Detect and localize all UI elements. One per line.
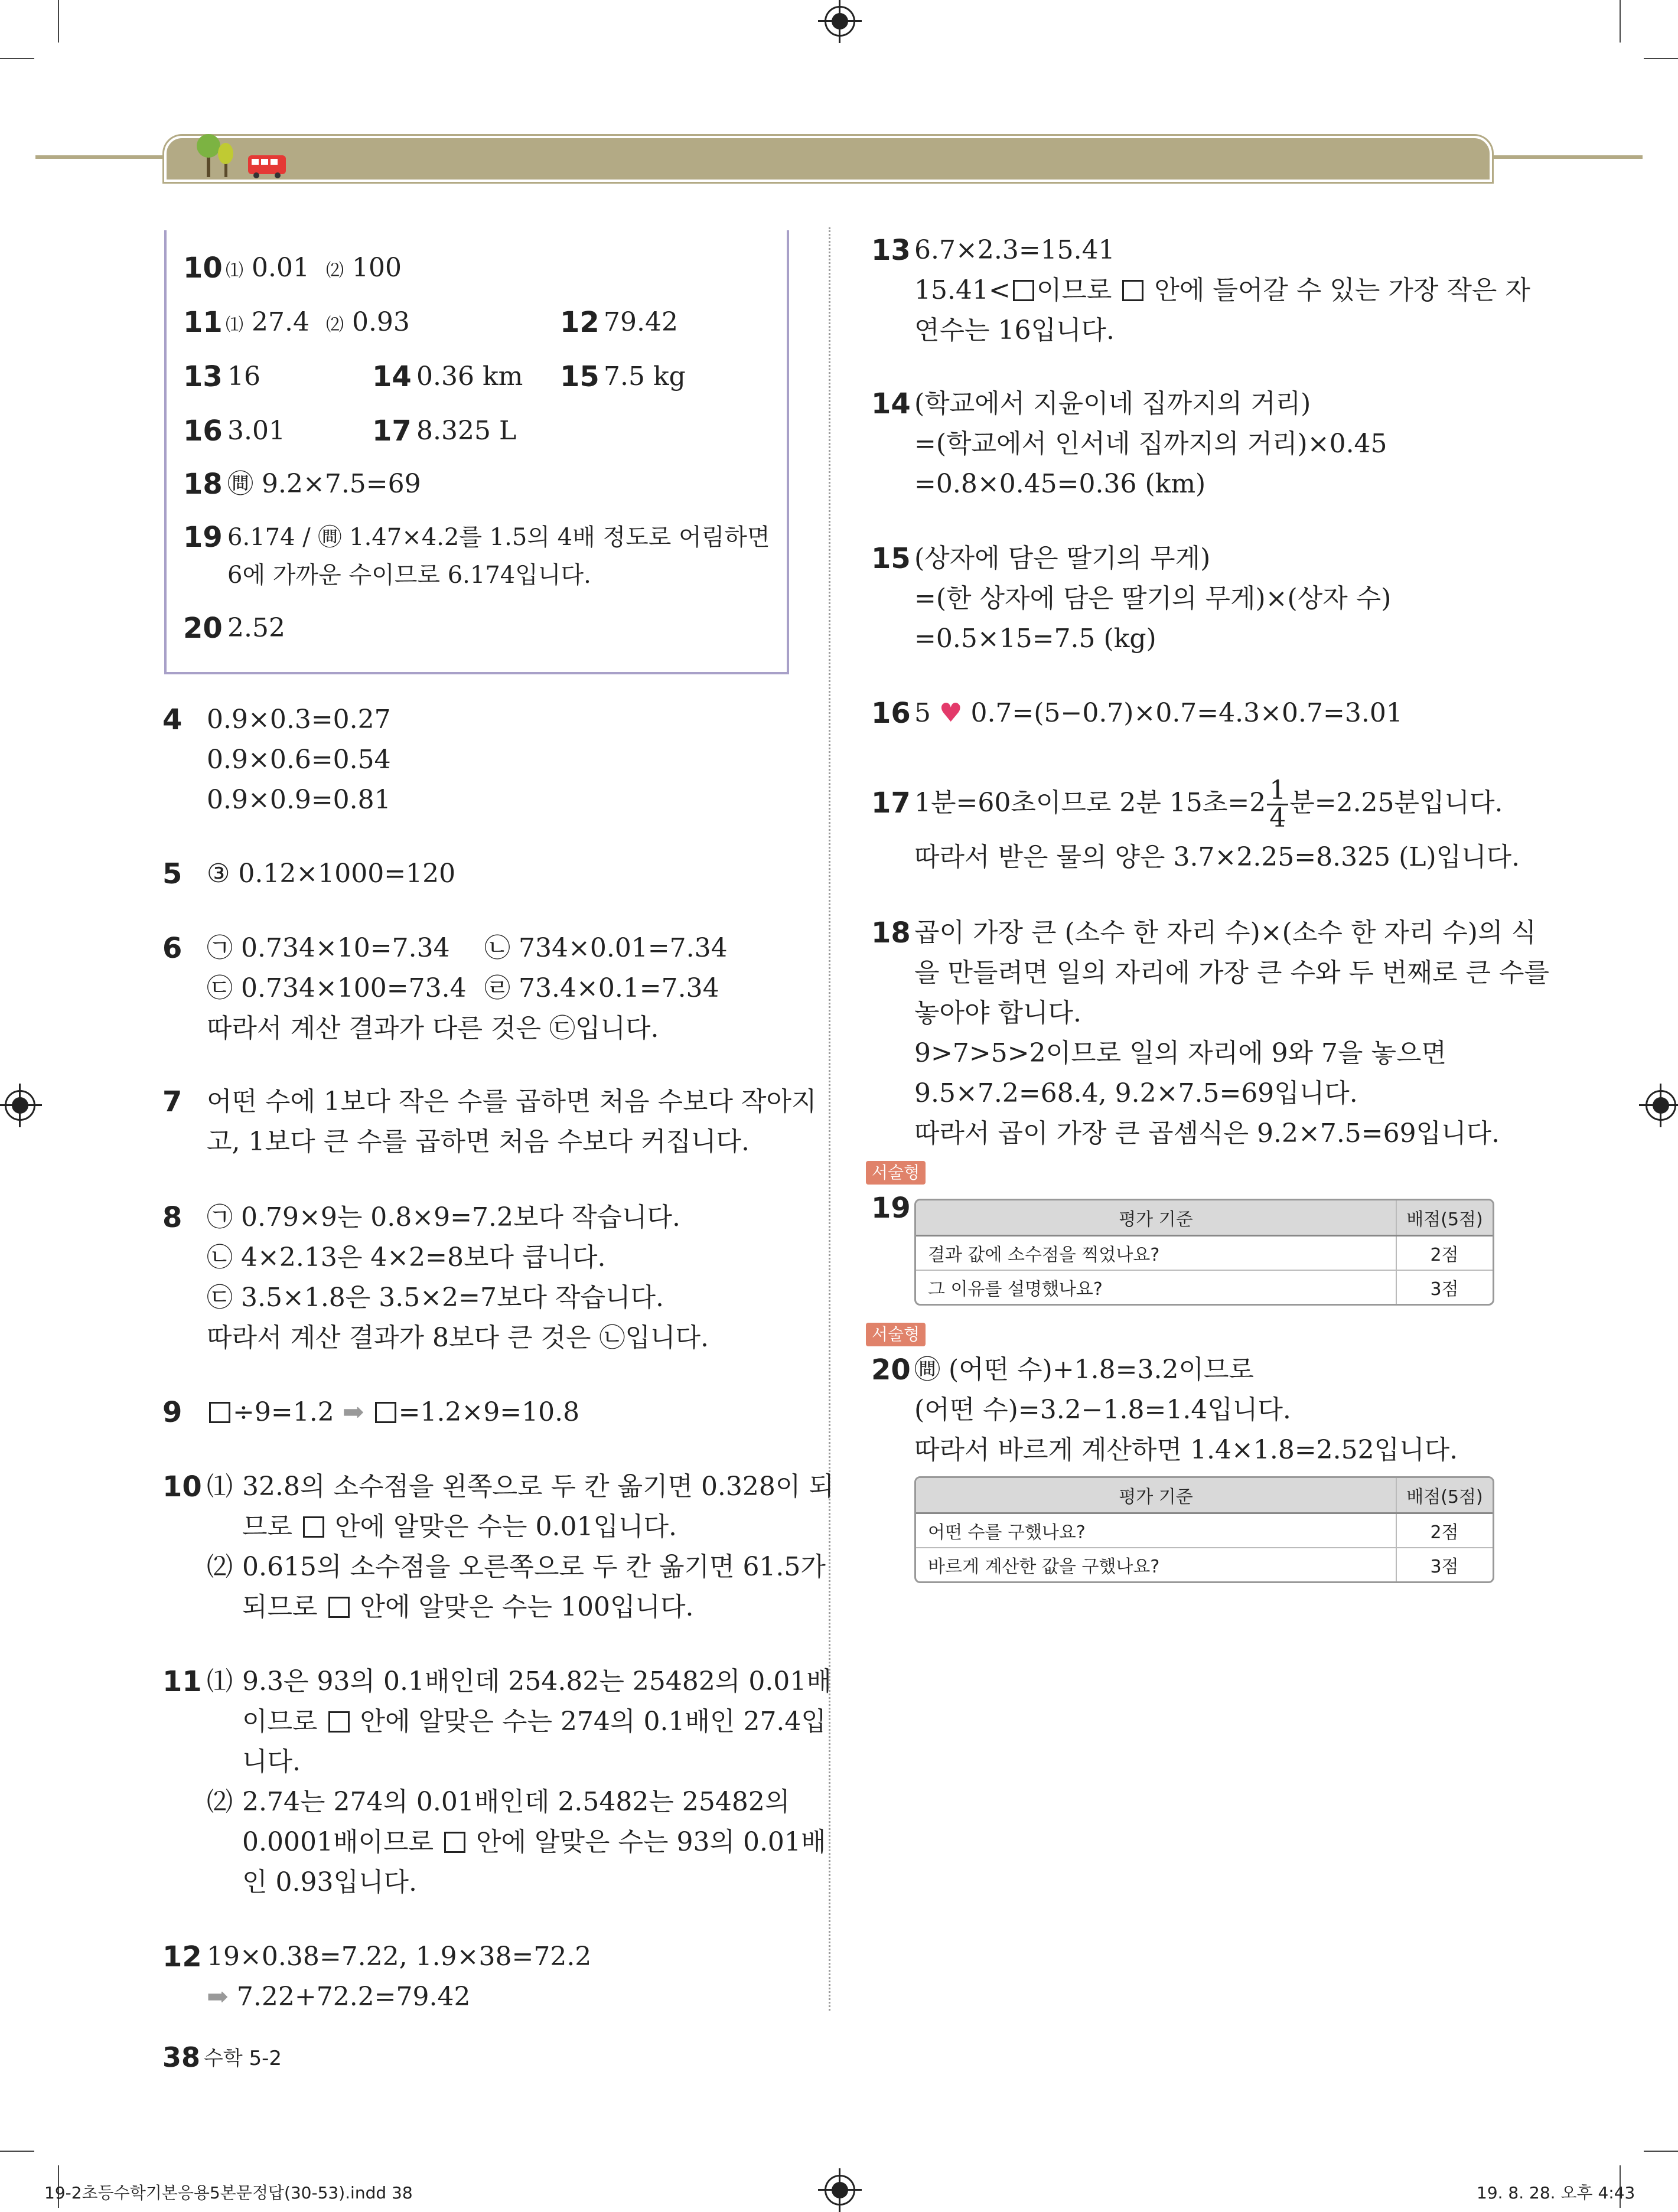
rubric-header: 배점(5점) — [1396, 1478, 1493, 1513]
answer-value: 16 — [227, 361, 260, 391]
solution-line: 5 ♥ 0.7=(5−0.7)×0.7=4.3×0.7=3.01 — [914, 698, 1403, 728]
answer-value: ㉄ 9.2×7.5=69 — [227, 469, 421, 499]
answer-value: 8.325 L — [416, 416, 517, 446]
solution-line: ㉠ 0.734×10=7.34 — [207, 933, 450, 963]
heart-icon: ♥ — [939, 698, 963, 728]
question-number: 11 — [162, 1665, 202, 1698]
descriptive-tag: 서술형 — [866, 1161, 926, 1185]
question-number: 8 — [162, 1201, 183, 1234]
solution-line: ㉡ 4×2.13은 4×2=8보다 큽니다. — [207, 1242, 606, 1273]
solution-line: ÷9=1.2 ➡ =1.2×9=10.8 — [207, 1392, 579, 1433]
solution-line: 19×0.38=7.22, 1.9×38=72.2 — [207, 1942, 592, 1972]
solution-line: ㉢ 3.5×1.8은 3.5×2=7보다 작습니다. — [207, 1283, 664, 1313]
print-date: 19. 8. 28. 오후 4:43 — [1477, 2183, 1635, 2203]
descriptive-tag: 서술형 — [866, 1323, 926, 1346]
crop-mark — [1644, 2151, 1678, 2152]
crop-mark — [0, 2151, 34, 2152]
question-number: 15 — [871, 542, 911, 575]
question-number: 16 — [871, 697, 911, 730]
arrow-icon: ➡ — [342, 1397, 364, 1427]
answer-value: 7.5 kg — [604, 361, 686, 391]
question-number: 17 — [871, 787, 911, 820]
crop-mark — [1644, 58, 1678, 59]
solution-line: 2.74는 274의 0.01배인데 2.5482는 25482의 — [242, 1787, 790, 1817]
answer-number: 12 — [560, 306, 599, 339]
rubric-table — [914, 1476, 1494, 1583]
solution-line: 인 0.93입니다. — [242, 1867, 417, 1897]
solution-line: 따라서 계산 결과가 8보다 큰 것은 ㉡입니다. — [207, 1323, 709, 1353]
question-number: 9 — [162, 1396, 183, 1429]
rubric-criterion: 그 이유를 설명했나요? — [928, 1279, 1103, 1300]
page-label: 수학 5-2 — [204, 2047, 282, 2070]
answer-value: 0.36 km — [416, 361, 523, 391]
solution-line: 따라서 계산 결과가 다른 것은 ㉢입니다. — [207, 1013, 659, 1043]
registration-mark-icon — [5, 1090, 35, 1121]
answer-number: 20 — [183, 612, 223, 645]
answer-number: 14 — [372, 360, 412, 393]
blank-box — [444, 1832, 465, 1853]
solution-line: 9.5×7.2=68.4, 9.2×7.5=69입니다. — [914, 1078, 1358, 1108]
rubric-criterion: 어떤 수를 구했나요? — [916, 1513, 1396, 1548]
question-number: 12 — [162, 1940, 202, 1973]
question-number: 10 — [162, 1470, 202, 1503]
solution-line: 되므로 안에 알맞은 수는 100입니다. — [242, 1592, 694, 1622]
solution-line: =(한 상자에 담은 딸기의 무게)×(상자 수) — [914, 583, 1392, 614]
rubric-points: 3점 — [1396, 1548, 1493, 1581]
question-number: 13 — [871, 234, 911, 267]
registration-mark-icon — [825, 6, 855, 37]
rubric-header: 평가 기준 — [916, 1200, 1396, 1236]
question-number: 19 — [871, 1192, 911, 1225]
question-number: 20 — [871, 1353, 911, 1386]
header-band — [164, 136, 1492, 182]
answer-row: ⑴ 27.4 ⑵ 0.93 — [226, 307, 410, 337]
solution-line: 0.0001배이므로 안에 알맞은 수는 93의 0.01배 — [242, 1827, 826, 1857]
solution-line: 고, 1보다 큰 수를 곱하면 처음 수보다 커집니다. — [207, 1127, 750, 1157]
solution-line: 니다. — [242, 1747, 301, 1777]
solution-line: ㉄ (어떤 수)+1.8=3.2이므로 — [914, 1355, 1255, 1385]
blank-box — [375, 1402, 396, 1423]
solution-line: =0.5×15=7.5 (kg) — [914, 624, 1156, 654]
solution-line: 따라서 받은 물의 양은 3.7×2.25=8.325 (L)입니다. — [914, 842, 1520, 872]
answer-value: 3.01 — [227, 416, 285, 446]
column-divider — [829, 227, 830, 2011]
sub-label: ⑵ — [207, 1552, 233, 1582]
answer-number: 15 — [560, 360, 599, 393]
solution-line: 따라서 바르게 계산하면 1.4×1.8=2.52입니다. — [914, 1435, 1458, 1465]
registration-mark-icon — [1646, 1090, 1676, 1121]
solution-line: 므로 안에 알맞은 수는 0.01입니다. — [242, 1512, 677, 1542]
solution-line: 0.9×0.3=0.27 — [207, 704, 391, 735]
rubric-header: 평가 기준 — [916, 1478, 1396, 1513]
rubric-header: 배점(5점) — [1396, 1200, 1493, 1236]
rubric-criterion: 바르게 계산한 값을 구했나요? — [928, 1557, 1160, 1577]
solution-line: 이므로 안에 알맞은 수는 274의 0.1배인 27.4입 — [242, 1707, 826, 1737]
solution-line: (어떤 수)=3.2−1.8=1.4입니다. — [914, 1395, 1291, 1425]
solution-line: 6.7×2.3=15.41 — [914, 235, 1115, 265]
crop-mark — [0, 58, 34, 59]
solution-line: (학교에서 지윤이네 집까지의 거리) — [914, 389, 1311, 419]
solution-line: 곱이 가장 큰 (소수 한 자리 수)×(소수 한 자리 수)의 식 — [914, 918, 1536, 948]
solution-line: 9>7>5>2이므로 일의 자리에 9와 7을 놓으면 — [914, 1038, 1447, 1068]
solution-line: (상자에 담은 딸기의 무게) — [914, 543, 1211, 573]
question-number: 6 — [162, 932, 183, 965]
rubric-criterion: 결과 값에 소수점을 찍었나요? — [916, 1236, 1396, 1271]
blank-box — [209, 1402, 230, 1423]
solution-line: 어떤 수에 1보다 작은 수를 곱하면 처음 수보다 작아지 — [207, 1087, 817, 1117]
rubric-points: 2점 — [1396, 1513, 1493, 1548]
tree-bus-icon — [195, 127, 313, 180]
crop-mark — [1620, 0, 1621, 43]
solution-line: 을 만들려면 일의 자리에 가장 큰 수와 두 번째로 큰 수를 — [914, 958, 1549, 988]
page-number: 38 — [162, 2041, 201, 2073]
answer-number: 17 — [372, 415, 412, 448]
registration-mark-icon — [825, 2175, 855, 2206]
solution-line: ㉡ 734×0.01=7.34 — [484, 933, 728, 963]
solution-line: ㉢ 0.734×100=73.4 — [207, 973, 467, 1003]
question-number: 14 — [871, 387, 911, 420]
answer-line: 6에 가까운 수이므로 6.174입니다. — [227, 562, 591, 589]
answer-number: 11 — [183, 306, 223, 339]
blank-box — [328, 1711, 350, 1733]
solution-line: 0.9×0.9=0.81 — [207, 785, 391, 815]
solution-line: ③ 0.12×1000=120 — [207, 859, 456, 889]
answer-number: 19 — [183, 521, 223, 554]
rubric-points: 2점 — [1396, 1236, 1493, 1271]
answer-line: 6.174 / ㉄ 1.47×4.2를 1.5의 4배 정도로 어림하면 — [227, 524, 770, 551]
solution-line: ➡ 7.22+72.2=79.42 — [207, 1982, 471, 2012]
solution-line: 따라서 곱이 가장 큰 곱셈식은 9.2×7.5=69입니다. — [914, 1118, 1500, 1149]
question-number: 18 — [871, 916, 911, 950]
answer-value: 2.52 — [227, 613, 285, 643]
solution-line: 0.9×0.6=0.54 — [207, 745, 391, 775]
answer-number: 13 — [183, 360, 223, 393]
solution-line: 32.8의 소수점을 왼쪽으로 두 칸 옮기면 0.328이 되 — [242, 1472, 834, 1502]
sub-label: ⑴ — [207, 1472, 233, 1502]
sub-label: ⑴ — [207, 1666, 233, 1696]
answer-row: ⑴ 0.01 ⑵ 100 — [226, 253, 402, 283]
solution-line: ㉠ 0.79×9는 0.8×9=7.2보다 작습니다. — [207, 1202, 680, 1232]
solution-line: 9.3은 93의 0.1배인데 254.82는 25482의 0.01배 — [242, 1666, 832, 1696]
rubric-table — [914, 1199, 1494, 1306]
question-number: 4 — [162, 703, 183, 736]
answer-number: 10 — [183, 252, 223, 285]
solution-line: 1분=60초이므로 2분 15초=2 $\frac{1}{4}$ 분=2.25분입니다. — [914, 775, 1503, 833]
answer-number: 16 — [183, 415, 223, 448]
solution-line: 연수는 16입니다. — [914, 315, 1115, 345]
sub-label: ⑵ — [207, 1787, 233, 1817]
solution-line: =0.8×0.45=0.36 (km) — [914, 469, 1206, 499]
rubric-points: 3점 — [1396, 1270, 1493, 1304]
answer-value: 79.42 — [604, 307, 678, 337]
solution-line: 0.615의 소수점을 오른쪽으로 두 칸 옮기면 61.5가 — [242, 1552, 826, 1582]
blank-box — [303, 1516, 324, 1538]
solution-line: 놓아야 합니다. — [914, 998, 1081, 1028]
file-slug: 19-2초등수학기본응용5본문정답(30-53).indd 38 — [44, 2183, 413, 2203]
answer-number: 18 — [183, 468, 223, 501]
question-number: 5 — [162, 857, 183, 890]
blank-box — [1013, 280, 1034, 301]
question-number: 7 — [162, 1085, 183, 1118]
blank-box — [1122, 280, 1143, 301]
solution-line: ㉣ 73.4×0.1=7.34 — [484, 973, 719, 1003]
fraction: $\frac{1}{4}$ — [1267, 778, 1288, 831]
solution-line: =(학교에서 인서네 집까지의 거리)×0.45 — [914, 429, 1387, 459]
solution-line: 15.41< 이므로 안에 들어갈 수 있는 가장 작은 자 — [914, 275, 1530, 305]
crop-mark — [58, 0, 59, 43]
blank-box — [328, 1597, 350, 1618]
arrow-icon: ➡ — [207, 1982, 229, 2012]
